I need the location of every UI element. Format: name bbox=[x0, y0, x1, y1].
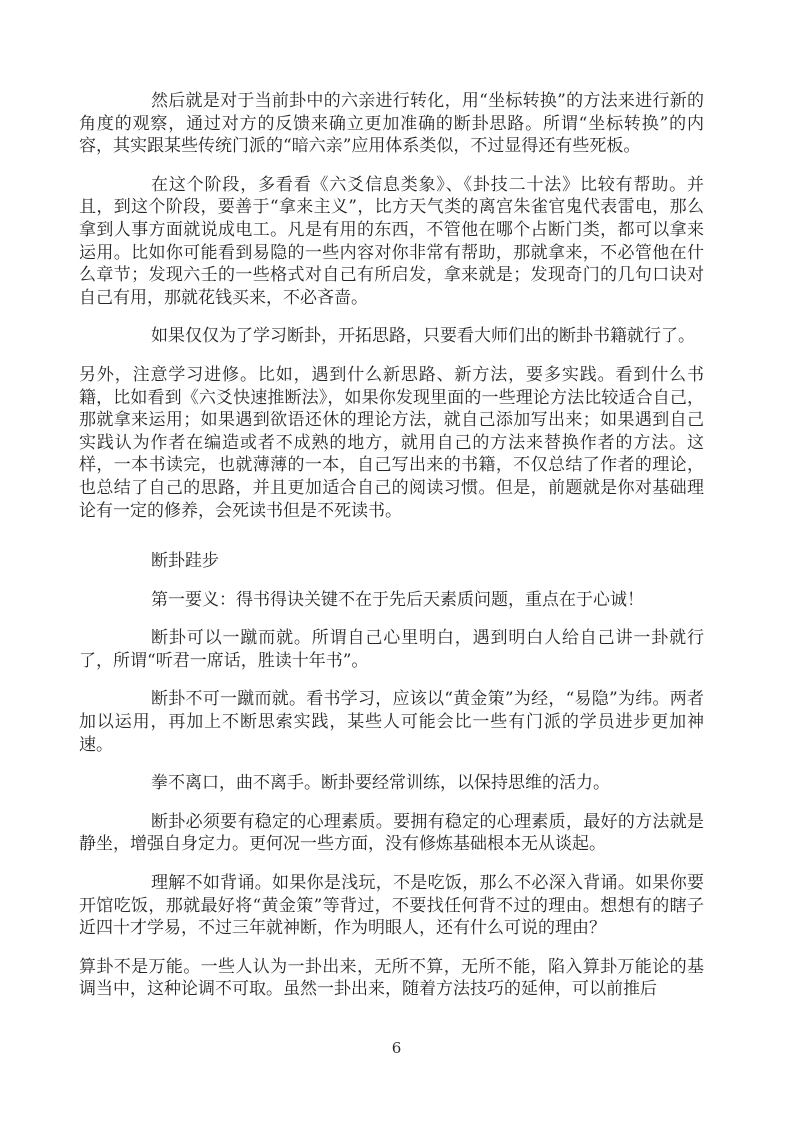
page-body bbox=[79, 90, 704, 1017]
paragraph: 拳不离口，曲不离手。断卦要经常训练，以保持思维的活力。 bbox=[151, 773, 610, 794]
page-number: 6 bbox=[391, 1039, 402, 1057]
paragraph: 断卦可以一蹴而就。所谓自己心里明白，遇到明白人给自己讲一卦就行了，所谓“听君一席话，胜读十年书”。 bbox=[79, 628, 704, 671]
paragraph: 如果仅仅为了学习断卦，开拓思路，只要看大师们出的断卦书籍就行了。 bbox=[151, 326, 695, 347]
paragraph: 另外，注意学习进修。比如，遇到什么新思路、新方法，要多实践。看到什么书籍，比如看到《六爻快速推断法》，如果你发现里面的一些理论方法比较适合自己，那就拿来运用；如果遇到欲语还休的理论方法，就自己添加写出来；如果遇到自己实践认为作者在编造或者不成熟的地方，就用自己的方法来替换作者的方法。这样，一本书读完，也就薄薄的一本，自己写出来的书籍，不仅总结了作者的理论，也总结了自己的思路，并且更加适合自己的阅读习惯。但是，前题就是你对基础理论有一定的修养，会死读书但是不死读书。 bbox=[79, 364, 704, 521]
section-heading: 断卦跬步 bbox=[151, 551, 219, 572]
paragraph: 第一要义：得书得诀关键不在于先后天素质问题，重点在于心诚！ bbox=[151, 589, 644, 610]
paragraph: 算卦不是万能。一些人认为一卦出来，无所不算，无所不能，陷入算卦万能论的基调当中，这种论调不可取。虽然一卦出来，随着方法技巧的延伸，可以前推后 bbox=[79, 956, 704, 1000]
paragraph: 然后就是对于当前卦中的六亲进行转化，用“坐标转换”的方法来进行新的角度的观察，通过对方的反馈来确立更加准确的断卦思路。所谓“坐标转换”的内容，其实跟某些传统门派的“暗六亲”应用体系类似，不过显得还有些死板。 bbox=[79, 91, 704, 157]
paragraph: 在这个阶段，多看看《六爻信息类象》、《卦技二十法》比较有帮助。并且，到这个阶段，要善于“拿来主义”，比方天气类的离宫朱雀官鬼代表雷电，那么拿到人事方面就说成电工。凡是有用的东西，不管他在哪个占断门类，都可以拿来运用。比如你可能看到易隐的一些内容对你非常有帮助，那就拿来，不必管他在什么章节；发现六壬的一些格式对自己有所启发，拿来就是；发现奇门的几句口诀对自己有用，那就花钱买来，不必吝啬。 bbox=[79, 174, 704, 308]
paragraph: 理解不如背诵。如果你是浅玩，不是吃饭，那么不必深入背诵。如果你要开馆吃饭，那就最好将“黄金策”等背过，不要找任何背不过的理由。想想有的瞎子近四十才学易，不过三年就神断，作为明眼人，还有什么可说的理由？ bbox=[79, 873, 704, 939]
paragraph: 断卦不可一蹴而就。看书学习，应该以“黄金策”为经，“易隐”为纬。两者加以运用，再加上不断思索实践，某些人可能会比一些有门派的学员进步更加神速。 bbox=[79, 689, 704, 755]
paragraph: 断卦必须要有稳定的心理素质。要拥有稳定的心理素质，最好的方法就是静坐，增强自身定力。更何况一些方面，没有修炼基础根本无从谈起。 bbox=[79, 811, 704, 855]
